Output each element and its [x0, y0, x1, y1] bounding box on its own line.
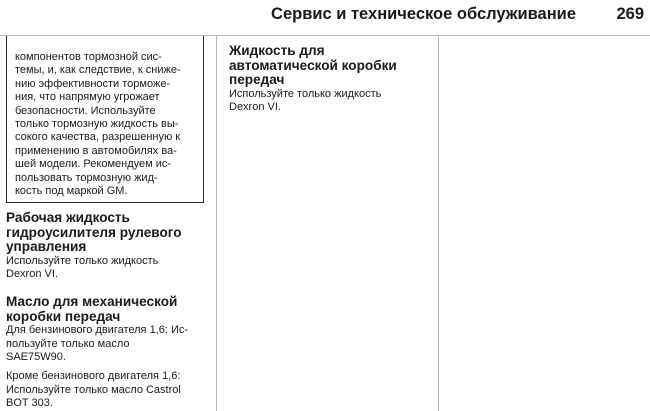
heading-line: гидроусилителя рулевого — [6, 224, 182, 240]
section-body — [6, 255, 216, 282]
heading-line: управления — [6, 239, 87, 255]
note-line: шей модели. Рекомендуем ис- — [15, 158, 172, 171]
body-line: Для бензинового двигателя 1,6: Ис- — [6, 324, 189, 337]
note-line: нию эффективности торможе- — [15, 77, 171, 90]
note-line: ния, что напрямую угрожает — [15, 91, 160, 104]
section-heading — [229, 44, 439, 88]
warning-note-text — [15, 51, 199, 198]
warning-note-box — [6, 36, 204, 203]
body-line: Кроме бензинового двигателя 1,6: — [6, 370, 181, 383]
body-line: Dexron VI. — [229, 101, 281, 114]
note-line: пользовать тормозную жид- — [15, 171, 158, 184]
section-manual-transmission-oil — [6, 295, 216, 411]
section-power-steering-fluid — [6, 211, 216, 282]
body-line: Используйте только жидкость — [6, 254, 159, 267]
body-line: Используйте только масло Castrol — [6, 383, 181, 396]
body-line: Используйте только жидкость — [229, 87, 382, 100]
column-divider-left — [216, 36, 217, 411]
page-title: Сервис и техническое обслуживание — [271, 5, 576, 23]
section-heading — [6, 295, 216, 324]
body-line: Dexron VI. — [6, 268, 58, 281]
heading-line: Рабочая жидкость — [6, 210, 130, 225]
section-body — [229, 88, 439, 115]
section-heading — [6, 211, 216, 255]
body-line: SAE75W90. — [6, 351, 66, 363]
note-line: только тормозную жидкость вы- — [15, 118, 179, 131]
page-number: 269 — [616, 5, 644, 23]
note-line: темы, и, как следствие, к сниже- — [15, 64, 181, 77]
heading-line: автоматической коробки — [229, 57, 397, 73]
heading-line: Масло для механической — [6, 294, 178, 309]
note-line: кость под маркой GM. — [15, 185, 128, 198]
heading-line: передач — [229, 72, 285, 88]
body-line: BOT 303. — [6, 397, 53, 410]
heading-line: Жидкость для — [229, 43, 325, 58]
heading-line: коробки передач — [6, 308, 121, 324]
section-body — [6, 324, 216, 410]
page-header — [0, 0, 650, 36]
note-line: сокого качества, разрешенную к — [15, 131, 181, 144]
note-line: безопасности. Используйте — [15, 104, 156, 117]
section-automatic-transmission-fluid — [229, 44, 439, 115]
note-line: применению в автомобилях ва- — [15, 144, 177, 157]
body-line: пользуйте только масло — [6, 337, 130, 350]
note-line: компонентов тормозной сис- — [15, 51, 162, 63]
